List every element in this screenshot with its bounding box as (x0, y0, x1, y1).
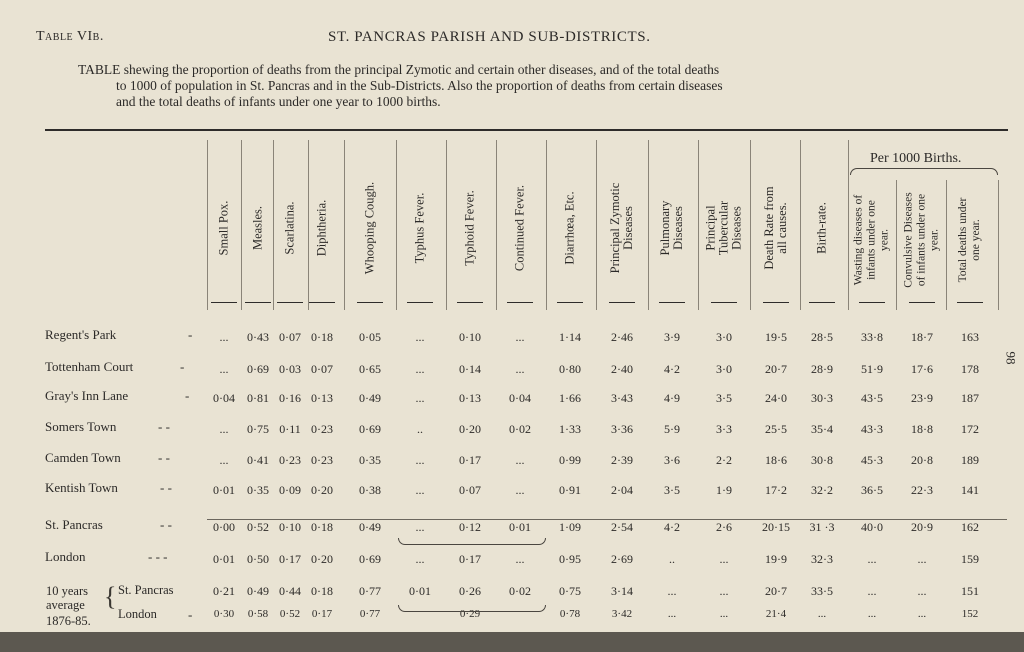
table-cell: 0·95 (559, 552, 581, 566)
row-leader: - (185, 388, 190, 403)
table-cell: 43·3 (861, 422, 883, 436)
table-cell: 187 (961, 391, 979, 405)
table-cell: 0·41 (247, 453, 269, 467)
table-cell: ... (867, 608, 877, 620)
caption-line: and the total deaths of infants under one year to 1000 births. (116, 94, 441, 109)
table-cell: 141 (961, 483, 979, 497)
table-cell: 1·14 (559, 330, 581, 344)
table-cell: ... (219, 362, 229, 376)
header-underline (609, 302, 635, 303)
row-label: London (118, 607, 157, 621)
header-underline (763, 302, 789, 303)
column-header: Pulmonary Diseases (658, 200, 685, 256)
table-cell: 0·10 (279, 520, 301, 534)
table-cell: 0·02 (509, 584, 531, 598)
column-rule (800, 140, 801, 310)
row-label: London (45, 549, 86, 564)
table-cell: 18·7 (911, 330, 933, 344)
table-cell: 0·04 (213, 391, 235, 405)
column-header: Death Rate from all causes. (762, 186, 789, 270)
header-underline (557, 302, 583, 303)
column-rule (698, 140, 699, 310)
column-rule (446, 140, 447, 310)
table-cell: 0·49 (247, 584, 269, 598)
table-cell: 0·20 (311, 483, 333, 497)
table-cell: ... (719, 608, 729, 620)
table-cell: 0·17 (459, 453, 481, 467)
table-cell: 0·44 (279, 584, 301, 598)
table-cell: ... (515, 330, 525, 344)
table-cell: 3·36 (611, 422, 633, 436)
table-cell: ... (719, 584, 729, 598)
table-cell: 19·9 (765, 552, 787, 566)
column-rule (241, 140, 242, 310)
table-cell: 0·10 (459, 330, 481, 344)
table-cell: 0·65 (359, 362, 381, 376)
table-cell: 0·35 (247, 483, 269, 497)
table-cell: 3·5 (664, 483, 680, 497)
table-cell: 0·29 (459, 608, 481, 620)
caption-line: TABLE shewing the proportion of deaths from the principal Zymotic and certain other diseases, and of the total deaths (78, 62, 720, 77)
table-cell: 0·02 (509, 422, 531, 436)
table-cell: 20·9 (911, 520, 933, 534)
table-cell: ... (515, 453, 525, 467)
table-cell: 0·81 (247, 391, 269, 405)
table-cell: 20·8 (911, 453, 933, 467)
table-cell: 0·20 (311, 552, 333, 566)
table-cell: 25·5 (765, 422, 787, 436)
header-underline (245, 302, 271, 303)
table-cell: 0·30 (213, 608, 235, 620)
header-underline (507, 302, 533, 303)
table-cell: 0·07 (279, 330, 301, 344)
table-cell: 0·18 (311, 330, 333, 344)
table-cell: 20·7 (765, 362, 787, 376)
table-cell: 0·04 (509, 391, 531, 405)
column-rule (648, 140, 649, 310)
table-cell: ... (219, 422, 229, 436)
table-cell: .. (417, 422, 423, 436)
table-cell: 2·6 (716, 520, 732, 534)
table-cell: 3·43 (611, 391, 633, 405)
table-cell: 152 (961, 608, 979, 620)
table-cell: 1·9 (716, 483, 732, 497)
table-cell: 0·20 (459, 422, 481, 436)
table-cell: 33·8 (861, 330, 883, 344)
row-label: Camden Town (45, 450, 121, 465)
table-cell: 151 (961, 584, 979, 598)
header-underline (809, 302, 835, 303)
row-leader: - - (158, 450, 170, 465)
table-cell: 43·5 (861, 391, 883, 405)
column-header: Continued Fever. (512, 184, 527, 272)
header-underline (357, 302, 383, 303)
column-rule (396, 140, 397, 310)
table-cell: 0·52 (247, 520, 269, 534)
row-label: St. Pancras (118, 583, 174, 597)
table-cell: 2·46 (611, 330, 633, 344)
table-cell: 4·2 (664, 520, 680, 534)
table-cell: 1·33 (559, 422, 581, 436)
table-cell: 2·69 (611, 552, 633, 566)
table-cell: ... (219, 453, 229, 467)
table-cell: 0·69 (247, 362, 269, 376)
header-underline (211, 302, 237, 303)
table-top-rule (45, 129, 1008, 131)
table-cell: 31 ·3 (809, 520, 835, 534)
table-cell: 0·69 (359, 552, 381, 566)
header-underline (277, 302, 303, 303)
table-cell: 0·38 (359, 483, 381, 497)
table-cell: 0·03 (279, 362, 301, 376)
table-cell: 2·40 (611, 362, 633, 376)
table-cell: 33·5 (811, 584, 833, 598)
column-rule (496, 140, 497, 310)
table-cell: 2·2 (716, 453, 732, 467)
table-cell: 2·39 (611, 453, 633, 467)
table-cell: 189 (961, 453, 979, 467)
fever-brace (398, 605, 546, 612)
column-rule (596, 140, 597, 310)
header-underline (659, 302, 685, 303)
table-cell: ... (917, 552, 927, 566)
column-rule (308, 140, 309, 310)
table-cell: 0·77 (359, 584, 381, 598)
group-header-brace (850, 168, 998, 175)
table-cell: ... (867, 584, 877, 598)
column-header: Scarlatina. (282, 201, 297, 255)
table-cell: 3·9 (664, 330, 680, 344)
table-cell: 24·0 (765, 391, 787, 405)
table-cell: 163 (961, 330, 979, 344)
column-rule (998, 180, 999, 310)
table-cell: 0·77 (359, 608, 381, 620)
table-cell: 0·07 (311, 362, 333, 376)
table-cell: 1·66 (559, 391, 581, 405)
table-cell: 0·78 (559, 608, 581, 620)
table-cell: 0·52 (279, 608, 301, 620)
header-underline (909, 302, 935, 303)
table-cell: ... (415, 330, 425, 344)
table-cell: ... (667, 608, 677, 620)
table-cell: 21·4 (765, 608, 787, 620)
column-header: Typhoid Fever. (462, 190, 477, 266)
table-cell: 0·58 (247, 608, 269, 620)
table-cell: ... (515, 552, 525, 566)
page-number: 98 (1003, 351, 1019, 365)
table-cell: 0·99 (559, 453, 581, 467)
table-cell: 20·15 (762, 520, 790, 534)
column-header: Measles. (250, 205, 265, 251)
table-cell: ... (917, 584, 927, 598)
table-cell: ... (415, 483, 425, 497)
table-cell: ... (415, 362, 425, 376)
table-cell: ... (867, 552, 877, 566)
table-cell: 0·13 (459, 391, 481, 405)
header-underline (711, 302, 737, 303)
column-rule (750, 140, 751, 310)
table-cell: 0·50 (247, 552, 269, 566)
table-cell: 3·42 (611, 608, 633, 620)
header-underline (957, 302, 983, 303)
column-rule (273, 140, 274, 310)
table-cell: 0·01 (213, 552, 235, 566)
table-cell: 0·23 (279, 453, 301, 467)
row-label: Tottenham Court (45, 359, 134, 374)
table-cell: 172 (961, 422, 979, 436)
table-cell: 18·8 (911, 422, 933, 436)
table-cell: 0·11 (279, 422, 301, 436)
table-cell: ... (415, 552, 425, 566)
table-cell: ... (667, 584, 677, 598)
header-underline (859, 302, 885, 303)
table-cell: 19·5 (765, 330, 787, 344)
table-cell: 0·91 (559, 483, 581, 497)
bracket-glyph: { (104, 582, 117, 611)
table-cell: ... (719, 552, 729, 566)
table-cell: 0·07 (459, 483, 481, 497)
table-cell: 178 (961, 362, 979, 376)
table-cell: 162 (961, 520, 979, 534)
table-cell: 0·16 (279, 391, 301, 405)
table-cell: .. (669, 552, 675, 566)
table-cell: ... (917, 608, 927, 620)
column-header: Principal Tubercular Diseases (703, 200, 744, 256)
column-header: Convulsive Diseases of infants under one year. (902, 192, 941, 288)
row-label: Gray's Inn Lane (45, 388, 129, 403)
table-cell: 0·14 (459, 362, 481, 376)
table-cell: ... (515, 483, 525, 497)
header-underline (407, 302, 433, 303)
table-cell: 28·9 (811, 362, 833, 376)
table-cell: 4·2 (664, 362, 680, 376)
table-cell: 0·69 (359, 422, 381, 436)
table-cell: 22·3 (911, 483, 933, 497)
table-cell: 0·18 (311, 584, 333, 598)
table-cell: 0·43 (247, 330, 269, 344)
caption-line: to 1000 of population in St. Pancras and in the Sub-Districts. Also the proportion of deaths from certain diseases (116, 78, 723, 93)
row-label: St. Pancras (45, 517, 103, 532)
column-header: Whooping Cough. (362, 181, 377, 275)
column-rule (946, 180, 947, 310)
table-cell: 0·05 (359, 330, 381, 344)
column-rule (344, 140, 345, 310)
table-cell: 0·80 (559, 362, 581, 376)
table-cell: 17·6 (911, 362, 933, 376)
table-cell: 23·9 (911, 391, 933, 405)
table-cell: 159 (961, 552, 979, 566)
table-cell: 0·01 (213, 483, 235, 497)
column-header: Typhus Fever. (412, 192, 427, 264)
page-title: ST. PANCRAS PARISH AND SUB-DISTRICTS. (328, 29, 651, 45)
table-cell: 32·3 (811, 552, 833, 566)
column-header: Total deaths under one year. (957, 197, 982, 283)
row-leader: - - (160, 480, 172, 495)
table-cell: 36·5 (861, 483, 883, 497)
table-cell: 3·5 (716, 391, 732, 405)
table-cell: 0·17 (459, 552, 481, 566)
table-cell: 4·9 (664, 391, 680, 405)
table-cell: ... (415, 453, 425, 467)
group-header: Per 1000 Births. (870, 151, 962, 166)
row-leader: - (180, 359, 185, 374)
ten-year-label: 10 years (46, 584, 88, 598)
table-cell: 2·04 (611, 483, 633, 497)
table-cell: 20·7 (765, 584, 787, 598)
row-label: Somers Town (45, 419, 117, 434)
table-cell: 0·49 (359, 391, 381, 405)
table-cell: 3·0 (716, 330, 732, 344)
table-cell: 32·2 (811, 483, 833, 497)
table-cell: 3·0 (716, 362, 732, 376)
row-leader: - (188, 327, 193, 342)
column-rule (896, 180, 897, 310)
fever-brace (398, 538, 546, 545)
table-cell: 0·17 (311, 608, 333, 620)
column-header: Wasting diseases of infants under one year. (852, 194, 891, 286)
table-label: Table VIb. (36, 29, 104, 44)
row-label: Kentish Town (45, 480, 118, 495)
table-cell: 3·14 (611, 584, 633, 598)
column-header: Small Pox. (216, 200, 231, 256)
column-header: Diarrhœa, Etc. (562, 191, 577, 265)
table-cell: 17·2 (765, 483, 787, 497)
table-cell: 3·6 (664, 453, 680, 467)
table-cell: 30·3 (811, 391, 833, 405)
table-cell: 40·0 (861, 520, 883, 534)
table-cell: ... (515, 362, 525, 376)
table-cell: 1·09 (559, 520, 581, 534)
table-cell: 2·54 (611, 520, 633, 534)
column-rule (207, 140, 208, 310)
table-cell: 18·6 (765, 453, 787, 467)
row-label: Regent's Park (45, 327, 117, 342)
table-cell: 28·5 (811, 330, 833, 344)
header-underline (309, 302, 335, 303)
table-cell: 0·13 (311, 391, 333, 405)
column-header: Principal Zymotic Diseases (608, 182, 635, 274)
column-rule (848, 140, 849, 310)
table-cell: 0·49 (359, 520, 381, 534)
table-cell: 0·09 (279, 483, 301, 497)
row-leader: - - (158, 419, 170, 434)
table-cell: 0·12 (459, 520, 481, 534)
table-cell: 0·75 (247, 422, 269, 436)
column-rule (546, 140, 547, 310)
column-header: Diphtheria. (314, 199, 329, 257)
table-cell: 3·3 (716, 422, 732, 436)
table-cell: ... (219, 330, 229, 344)
column-header: Birth-rate. (814, 202, 829, 254)
header-underline (457, 302, 483, 303)
table-cell: 0·01 (409, 584, 431, 598)
ten-year-label: average (46, 598, 85, 612)
table-cell: 35·4 (811, 422, 833, 436)
table-cell: 0·26 (459, 584, 481, 598)
row-leader: - - (160, 517, 172, 532)
table-cell: 0·23 (311, 422, 333, 436)
table-cell: 30·8 (811, 453, 833, 467)
table-cell: 0·23 (311, 453, 333, 467)
row-leader: - - - (148, 549, 168, 564)
table-cell: 0·01 (509, 520, 531, 534)
table-cell: ... (415, 391, 425, 405)
table-cell: 5·9 (664, 422, 680, 436)
ten-year-label: 1876-85. (46, 614, 91, 628)
table-cell: 0·21 (213, 584, 235, 598)
table-cell: 51·9 (861, 362, 883, 376)
table-cell: ... (817, 608, 827, 620)
table-cell: 0·00 (213, 520, 235, 534)
table-cell: 45·3 (861, 453, 883, 467)
table-bottom-rule (0, 632, 1024, 652)
row-leader: - (188, 607, 193, 622)
table-cell: ... (415, 520, 425, 534)
table-cell: 0·35 (359, 453, 381, 467)
table-cell: 0·17 (279, 552, 301, 566)
table-cell: 0·75 (559, 584, 581, 598)
table-cell: 0·18 (311, 520, 333, 534)
